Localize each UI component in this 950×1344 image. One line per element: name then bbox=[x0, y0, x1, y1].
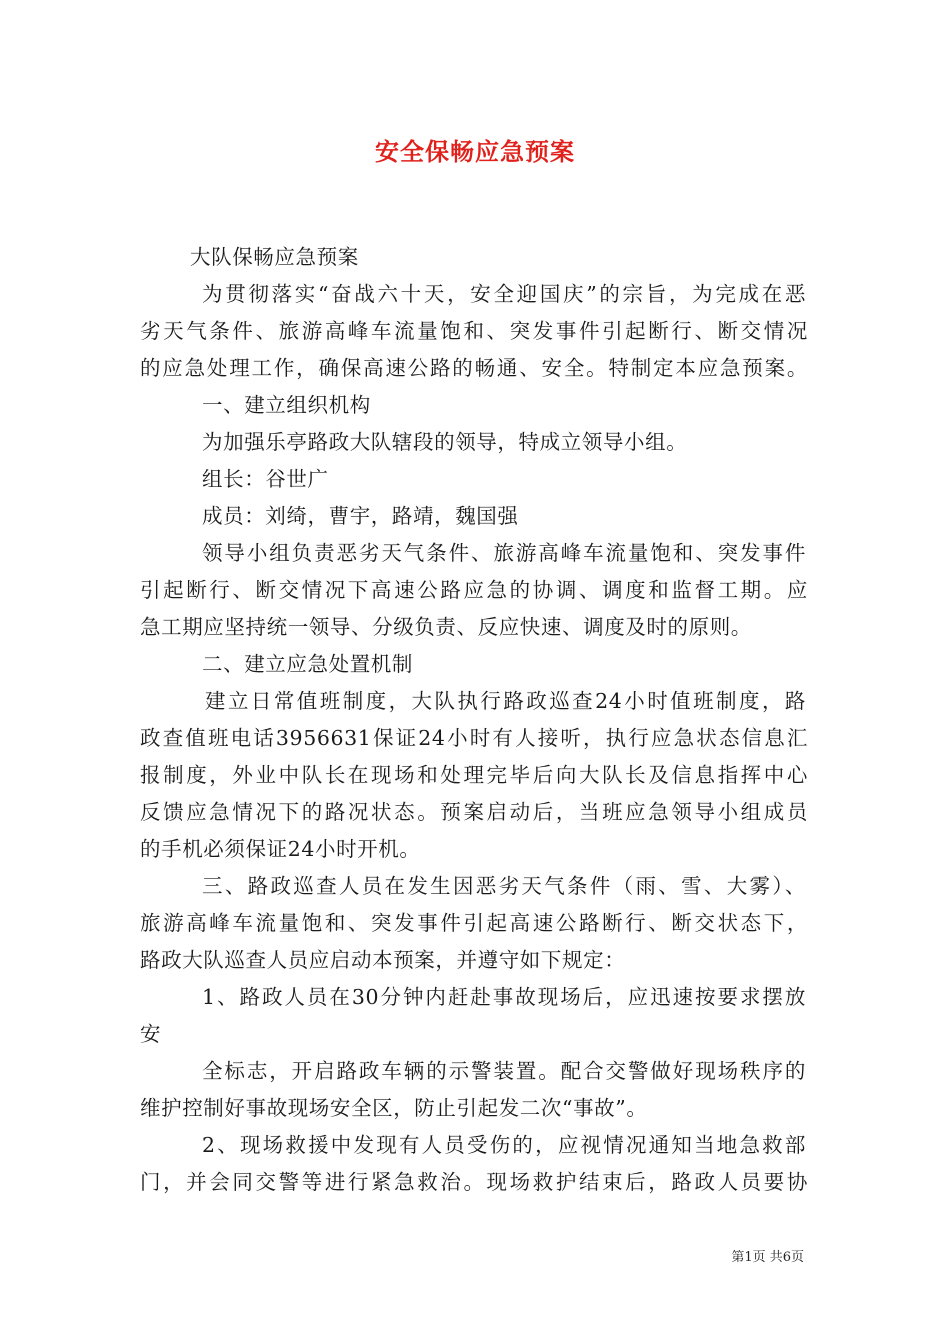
paragraph-line: 旅游高峰车流量饱和、突发事件引起高速公路断行、断交状态下， bbox=[140, 911, 808, 935]
paragraph-line: 的手机必须保证24小时开机。 bbox=[140, 837, 421, 861]
paragraph-line: 劣天气条件、旅游高峰车流量饱和、突发事件引起断行、断交情况 bbox=[140, 319, 808, 343]
paragraph-line: 引起断行、断交情况下高速公路应急的协调、调度和监督工期。应 bbox=[140, 578, 808, 602]
page-number-footer: 第1页 共6页 bbox=[731, 1250, 804, 1265]
paragraph-line: 反馈应急情况下的路况状态。预案启动后，当班应急领导小组成员 bbox=[140, 800, 808, 824]
paragraph-line: 为贯彻落实“奋战六十天，安全迎国庆”的宗旨，为完成在恶 bbox=[202, 282, 806, 306]
paragraph-line: 维护控制好事故现场安全区，防止引起发二次“事故”。 bbox=[140, 1096, 648, 1120]
paragraph-line: 安 bbox=[140, 1022, 162, 1046]
paragraph-line: 急工期应坚持统一领导、分级负责、反应快速、调度及时的原则。 bbox=[140, 615, 752, 639]
section-heading: 二、建立应急处置机制 bbox=[202, 652, 413, 676]
document-title: 安全保畅应急预案 bbox=[375, 137, 575, 166]
section-heading: 三、路政巡查人员在发生因恶劣天气条件（雨、雪、大雾）、 bbox=[202, 874, 806, 898]
section-heading: 一、建立组织机构 bbox=[202, 393, 371, 417]
paragraph-line: 大队保畅应急预案 bbox=[190, 245, 359, 269]
paragraph-line: 建立日常值班制度，大队执行路政巡查24小时值班制度，路 bbox=[205, 689, 806, 713]
paragraph-line: 政查值班电话3956631保证24小时有人接听，执行应急状态信息汇 bbox=[140, 726, 808, 750]
paragraph-line: 全标志，开启路政车辆的示警装置。配合交警做好现场秩序的 bbox=[202, 1059, 806, 1083]
paragraph-line: 门，并会同交警等进行紧急救治。现场救护结束后，路政人员要协 bbox=[140, 1170, 808, 1194]
paragraph-line: 为加强乐亭路政大队辖段的领导，特成立领导小组。 bbox=[202, 430, 688, 454]
paragraph-line: 报制度，外业中队长在现场和处理完毕后向大队长及信息指挥中心 bbox=[140, 763, 808, 787]
paragraph-line: 领导小组负责恶劣天气条件、旅游高峰车流量饱和、突发事件 bbox=[202, 541, 806, 565]
paragraph-line: 组长：谷世广 bbox=[202, 467, 329, 491]
paragraph-line: 路政大队巡查人员应启动本预案，并遵守如下规定： bbox=[140, 948, 626, 972]
paragraph-line: 1、路政人员在30分钟内赶赴事故现场后，应迅速按要求摆放 bbox=[202, 985, 806, 1009]
paragraph-line: 2、现场救援中发现有人员受伤的，应视情况通知当地急救部 bbox=[202, 1133, 806, 1157]
paragraph-line: 的应急处理工作，确保高速公路的畅通、安全。特制定本应急预案。 bbox=[140, 356, 808, 380]
paragraph-line: 成员：刘绮，曹宇，路靖，魏国强 bbox=[202, 504, 519, 528]
